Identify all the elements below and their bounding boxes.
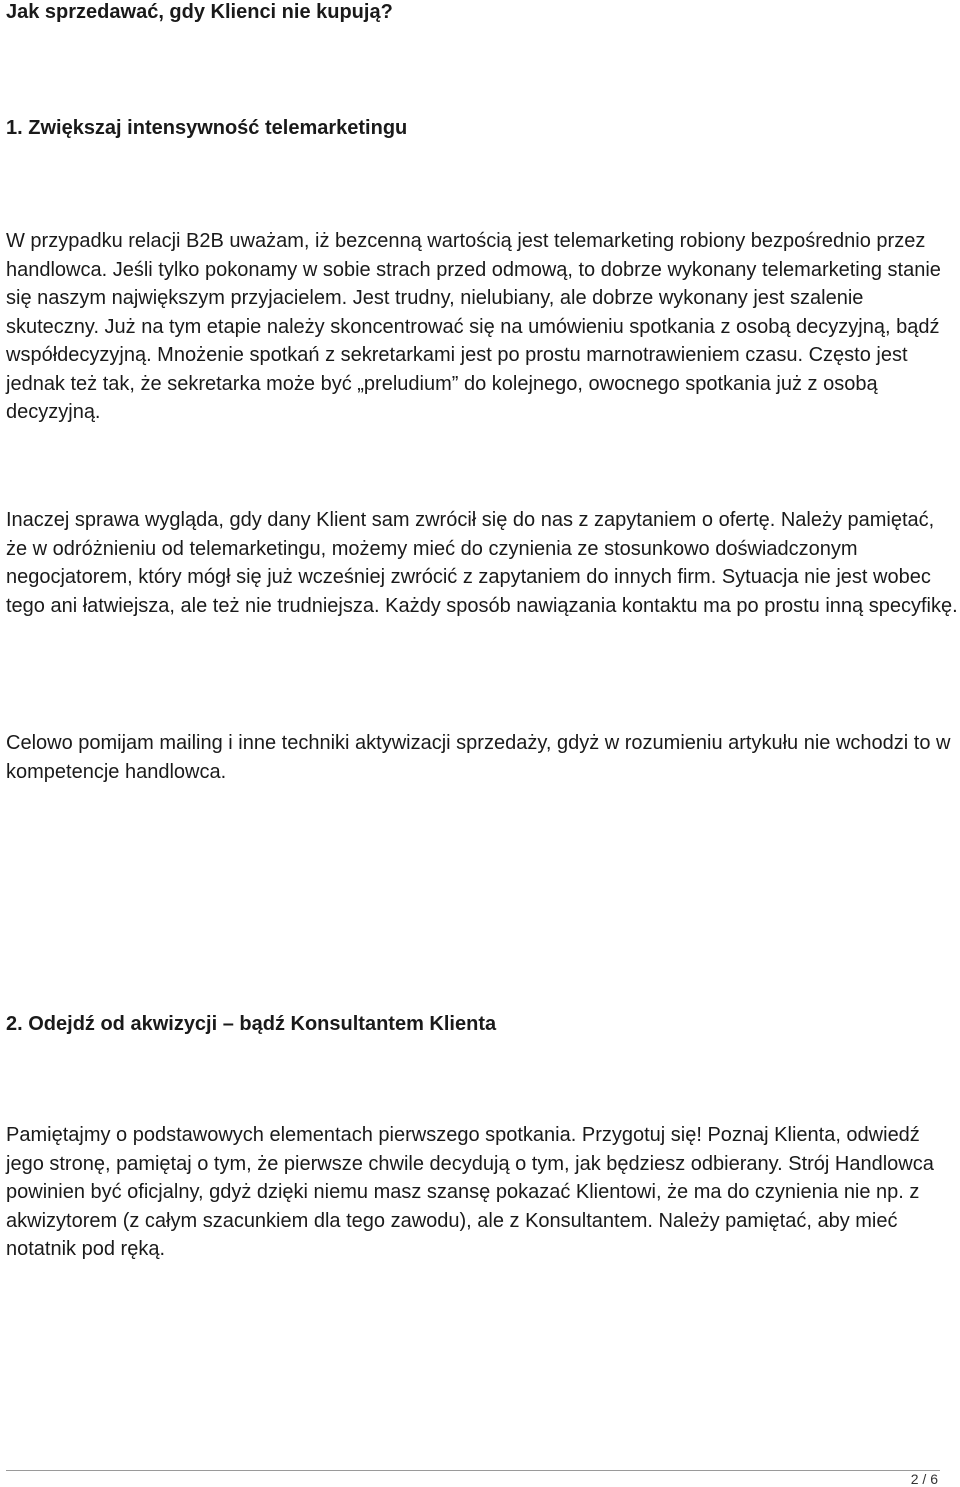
footer-divider [6,1470,940,1471]
section-heading: 2. Odejdź od akwizycji – bądź Konsultantem Klienta [6,1013,497,1035]
paragraph: Pamiętajmy o podstawowych elementach pierwszego spotkania. Przygotuj się! Poznaj Klienta, odwiedź jego stronę, pamiętaj o tym, że pierwsze chwile decydują o tym, jak będziesz odbierany. Strój Handlowca powinien być oficjalny, gdyż dzięki niemu masz szansę pokazać Klientowi, że ma do czynienia nie np. z akwizytorem (z całym szacunkiem dla tego zawodu), ale z Konsultantem. Należy pamiętać, aby mieć notatnik pod ręką. [6,1124,934,1260]
paragraph: Inaczej sprawa wygląda, gdy dany Klient sam zwrócił się do nas z zapytaniem o ofertę. Należy pamiętać, że w odróżnieniu od telemarketingu, możemy mieć do czynienia ze stosunkowo doświadczonym negocjatorem, który mógł się już wcześniej zwrócić z zapytaniem do innych firm. Sytuacja nie jest wobec tego ani łatwiejsza, ale też nie trudniejsza. Każdy sposób nawiązania kontaktu ma po prostu inną specyfikę. [6,509,958,617]
section-heading: 1. Zwiększaj intensywność telemarketingu [6,117,408,139]
document-title: Jak sprzedawać, gdy Klienci nie kupują? [6,1,393,23]
paragraph: Celowo pomijam mailing i inne techniki aktywizacji sprzedaży, gdyż w rozumieniu artykułu nie wchodzi to w kompetencje handlowca. [6,732,951,783]
page-number: 2 / 6 [910,1471,938,1487]
paragraph: W przypadku relacji B2B uważam, iż bezcenną wartością jest telemarketing robiony bezpośrednio przez handlowca. Jeśli tylko pokonamy w sobie strach przed odmową, to dobrze wykonany telemarketing stanie się naszym największym przyjacielem. Jest trudny, nielubiany, ale dobrze wykonany jest szalenie skuteczny. Już na tym etapie należy skoncentrować się na umówieniu spotkania z osobą decyzyjną, bądź współdecyzyjną. Mnożenie spotkań z sekretarkami jest po prostu marnotrawieniem czasu. Często jest jednak też tak, że sekretarka może być „preludium” do kolejnego, owocnego spotkania już z osobą decyzyjną. [6,230,941,423]
